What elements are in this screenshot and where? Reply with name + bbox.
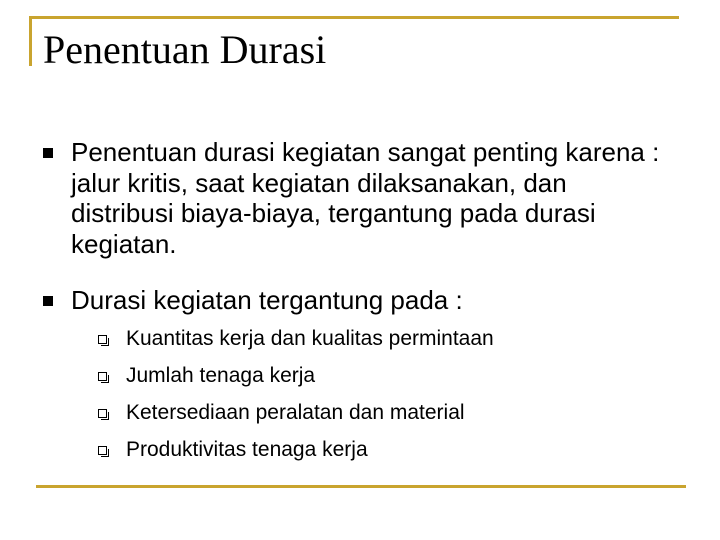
sub-bullet-item: [98, 327, 494, 351]
bullet-item: [43, 137, 663, 259]
sub-bullet-text: Kuantitas kerja dan kualitas permintaan: [126, 327, 494, 350]
slide-title: Penentuan Durasi: [43, 27, 327, 72]
hollow-square-bullet-icon: [98, 446, 107, 455]
bullet-text: Penentuan durasi kegiatan sangat penting karena : jalur kritis, saat kegiatan dilaksanakan, dan distribusi biaya-biaya, tergantung pada durasi kegiatan.: [71, 137, 660, 259]
title-rule-vertical: [29, 16, 32, 66]
hollow-square-bullet-icon: [98, 409, 107, 418]
sub-bullet-text: Ketersediaan peralatan dan material: [126, 401, 465, 424]
sub-bullet-item: [98, 364, 315, 388]
title-rule-horizontal: [29, 16, 679, 19]
square-bullet-icon: [43, 148, 53, 158]
bullet-item: [43, 285, 663, 316]
square-bullet-icon: [43, 296, 53, 306]
sub-bullet-item: [98, 401, 465, 425]
sub-bullet-text: Jumlah tenaga kerja: [126, 364, 316, 387]
hollow-square-bullet-icon: [98, 372, 107, 381]
sub-bullet-text: Produktivitas tenaga kerja: [126, 438, 368, 461]
bullet-text: Durasi kegiatan tergantung pada :: [71, 285, 463, 315]
footer-rule: [36, 485, 686, 488]
hollow-square-bullet-icon: [98, 335, 107, 344]
sub-bullet-item: [98, 438, 368, 462]
